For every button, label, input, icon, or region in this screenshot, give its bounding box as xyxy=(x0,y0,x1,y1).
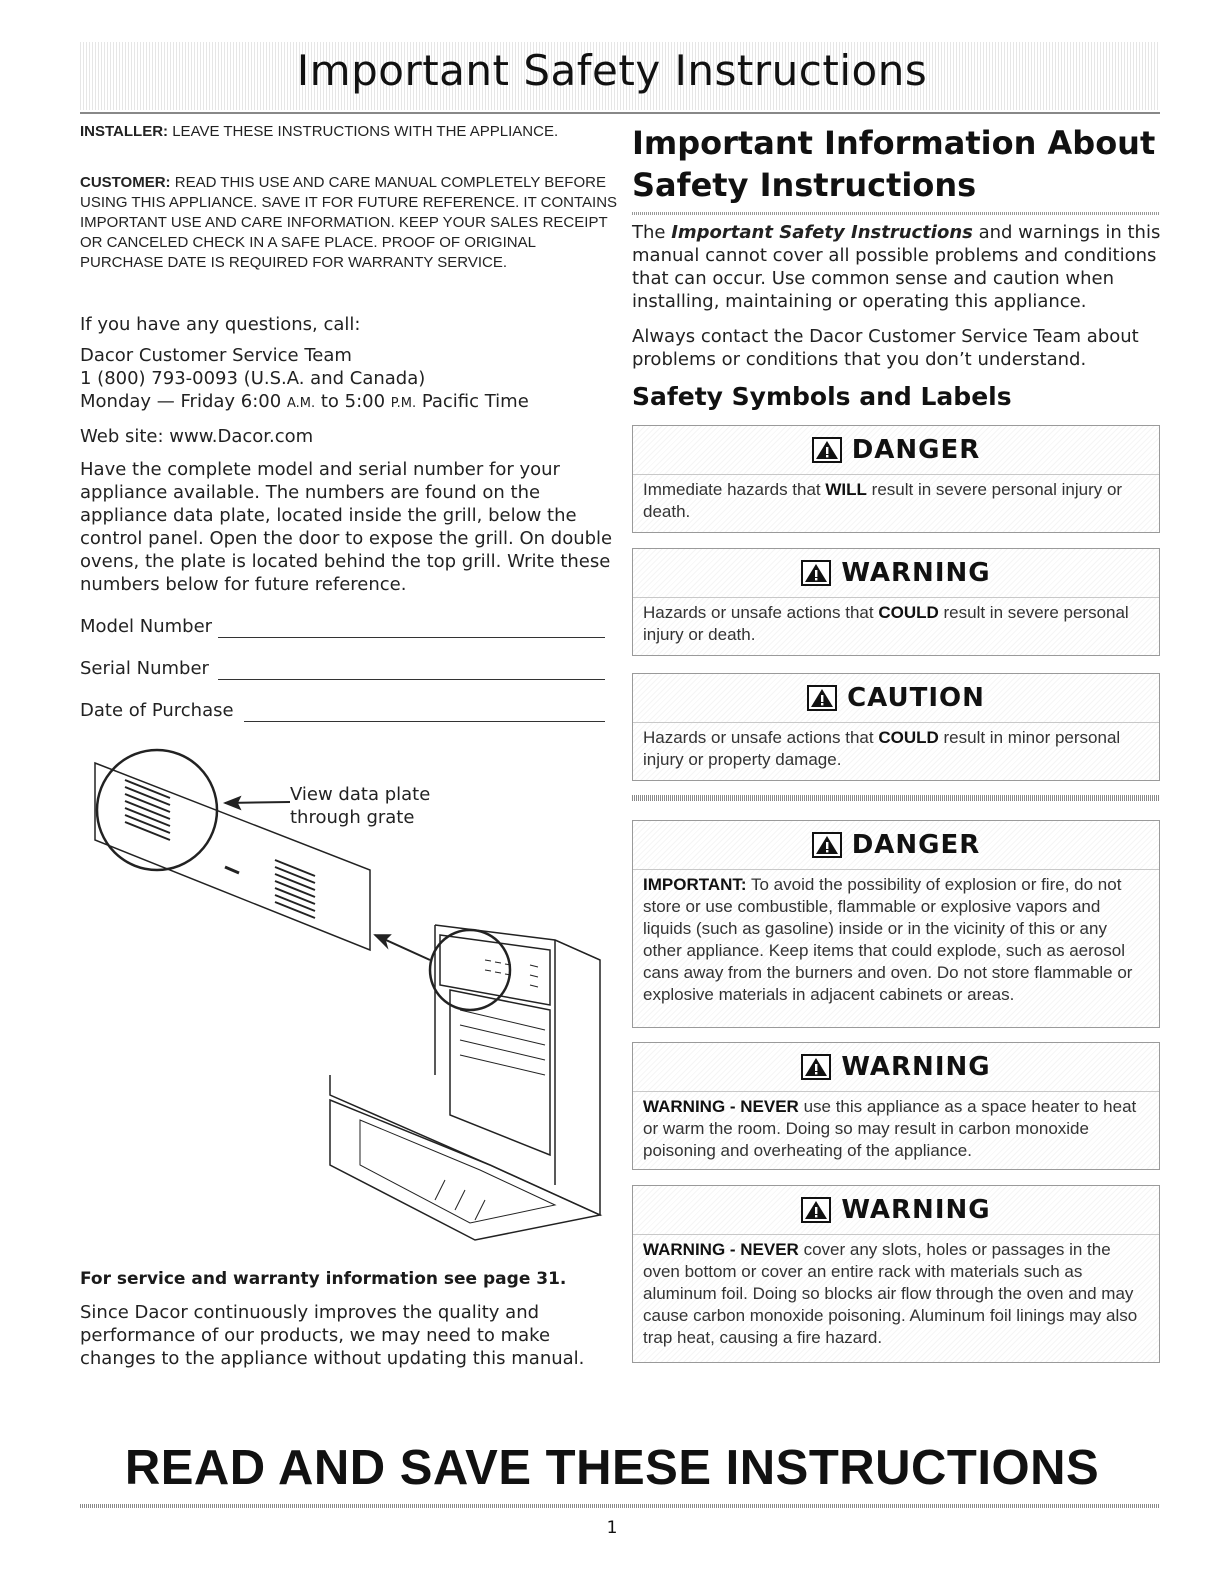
alert-header xyxy=(633,426,1159,474)
warning-triangle-icon xyxy=(801,1197,831,1223)
installer-label: INSTALLER: xyxy=(80,123,169,140)
model-number-label: Model Number xyxy=(80,616,213,637)
date-of-purchase-line xyxy=(244,721,605,722)
magnifier-circle-panel xyxy=(430,930,510,1010)
page-number: 1 xyxy=(606,1518,618,1538)
alert-tail: To avoid the possibility of explosion or fire, do not store or use combustible, flammable or explosive vapors and liquids (such as gasoline) inside or in the vicinity of this or any other appliance. Keep items that could explode, such as aerosol cans away from the burners and oven. Do not store flammable or explosive materials in adjacent cabinets or areas. xyxy=(643,875,1133,1004)
alert-bold: IMPORTANT: xyxy=(643,875,747,894)
symbols-heading: Safety Symbols and Labels xyxy=(632,382,1012,411)
warning-definition-box xyxy=(632,548,1160,656)
questions-text xyxy=(80,313,620,336)
alert-body xyxy=(633,474,1159,529)
warning-triangle-icon xyxy=(812,832,842,858)
alert-tail: result in minor personal injury or property damage. xyxy=(643,728,1121,769)
alert-tail: use this appliance as a space heater to heat or warm the room. Doing so may result in carbon monoxide poisoning and overheating of the appliance. xyxy=(643,1097,1137,1160)
model-info xyxy=(80,458,615,596)
caution-definition-box xyxy=(632,673,1160,781)
alert-signal-word: DANGER xyxy=(851,435,981,465)
alert-body xyxy=(633,1234,1159,1355)
hours-mid: to 5:00 xyxy=(320,391,386,412)
danger-explosion-box xyxy=(632,820,1160,1028)
alert-header xyxy=(633,821,1159,869)
date-of-purchase-field[interactable] xyxy=(80,700,605,726)
alert-bold: WARNING - NEVER xyxy=(643,1097,799,1116)
magnifier-circle-grate xyxy=(97,750,217,870)
questions-line: If you have any questions, call: xyxy=(80,314,361,335)
serial-number-line xyxy=(218,679,605,680)
figure-caption-line1: View data plate xyxy=(290,784,431,805)
page-title: Important Safety Instructions xyxy=(296,46,928,95)
alert-body xyxy=(633,869,1159,1012)
warning-triangle-icon xyxy=(812,437,842,463)
model-number-line xyxy=(218,637,605,638)
info-p1-prefix: The xyxy=(632,222,666,243)
title-rule xyxy=(80,112,1160,114)
oven-illustration xyxy=(85,745,615,1260)
installer-note xyxy=(80,122,615,142)
service-text: Since Dacor continuously improves the quality and performance of our products, we may need to make changes to the appliance without updating this manual. xyxy=(80,1302,585,1369)
contact-phone: 1 (800) 793-0093 (U.S.A. and Canada) xyxy=(80,368,426,389)
contact-hours xyxy=(80,390,620,415)
alert-lead: Hazards or unsafe actions that xyxy=(643,728,874,747)
customer-note xyxy=(80,173,620,273)
vent-slots-right xyxy=(275,860,315,918)
oven-body xyxy=(330,925,600,1215)
warning-triangle-icon xyxy=(807,685,837,711)
hours-suffix: Pacific Time xyxy=(421,391,529,412)
alert-tail: result in severe personal injury or death. xyxy=(643,480,1123,521)
alert-header xyxy=(633,674,1159,722)
alert-body xyxy=(633,722,1159,777)
service-info xyxy=(80,1268,620,1370)
figure-caption xyxy=(290,783,430,829)
alert-signal-word: CAUTION xyxy=(847,683,985,713)
alert-header xyxy=(633,549,1159,597)
warning-space-heater-box xyxy=(632,1042,1160,1170)
alert-lead: Immediate hazards that xyxy=(643,480,821,499)
footer-title: READ AND SAVE THESE INSTRUCTIONS xyxy=(124,1441,1100,1495)
alert-signal-word: DANGER xyxy=(851,830,981,860)
alert-header xyxy=(633,1043,1159,1091)
alert-body xyxy=(633,1091,1159,1168)
info-p1-emphasis: Important Safety Instructions xyxy=(671,222,973,243)
alert-tail: cover any slots, holes or passages in the oven bottom or cover an entire rack with materials such as aluminum foil. Doing so blocks air flow through the oven and may cause carbon monoxide poisoning. Aluminum foil linings may also trap heat, causing a fire hazard. xyxy=(643,1240,1138,1347)
hours-am: A.M. xyxy=(286,396,316,411)
model-info-text: Have the complete model and serial number for your appliance available. The numbers are found on the appliance data plate, located inside the grill, below the control panel. Open the door to expose the grill. On double ovens, the plate is located behind the top grill. Write these numbers below for future reference. xyxy=(80,459,613,595)
alert-signal-word: WARNING xyxy=(841,1052,991,1082)
website-text: Web site: www.Dacor.com xyxy=(80,426,314,447)
customer-label: CUSTOMER: xyxy=(80,174,171,191)
contact-team: Dacor Customer Service Team xyxy=(80,345,352,366)
info-rule xyxy=(632,212,1160,215)
hours-prefix: Monday — Friday 6:00 xyxy=(80,391,282,412)
figure-caption-line2: through grate xyxy=(290,807,415,828)
hours-pm: P.M. xyxy=(390,396,417,411)
date-of-purchase-label: Date of Purchase xyxy=(80,700,234,721)
alert-bold: WILL xyxy=(825,480,867,499)
warning-triangle-icon xyxy=(801,1054,831,1080)
alert-signal-word: WARNING xyxy=(841,558,991,588)
serial-number-field[interactable] xyxy=(80,658,605,684)
contact-info xyxy=(80,344,620,415)
danger-definition-box xyxy=(632,425,1160,533)
alert-bold: WARNING - NEVER xyxy=(643,1240,799,1259)
info-heading: Important Information About Safety Instructions xyxy=(632,124,1156,204)
warning-triangle-icon xyxy=(801,560,831,586)
alert-body xyxy=(633,597,1159,652)
footer-rule xyxy=(80,1504,1160,1508)
info-p1-suffix: and warnings in this manual cannot cover all possible problems and conditions that can occur. Use common sense and caution when installing, maintaining or operating this appliance. xyxy=(632,222,1161,312)
model-number-field[interactable] xyxy=(80,616,605,642)
warning-foil-box xyxy=(632,1185,1160,1363)
alert-bold: COULD xyxy=(878,603,939,622)
alert-signal-word: WARNING xyxy=(841,1195,991,1225)
info-paragraph-1 xyxy=(632,221,1162,313)
alert-header xyxy=(633,1186,1159,1234)
installer-text: LEAVE THESE INSTRUCTIONS WITH THE APPLIANCE. xyxy=(172,123,559,140)
service-heading: For service and warranty information see page 31. xyxy=(80,1269,567,1289)
alert-bold: COULD xyxy=(878,728,939,747)
customer-text: READ THIS USE AND CARE MANUAL COMPLETELY BEFORE USING THIS APPLIANCE. SAVE IT FOR FUTURE REFERENCE. IT CONTAINS IMPORTANT USE AND CARE INFORMATION. KEEP YOUR SALES RECEIPT OR CANCELED CHECK IN A SAFE PLACE. PROOF OF ORIGINAL PURCHASE DATE IS REQUIRED FOR WARRANTY SERVICE. xyxy=(80,174,618,271)
alert-divider xyxy=(632,795,1160,801)
alert-lead: Hazards or unsafe actions that xyxy=(643,603,874,622)
alert-tail: result in severe personal injury or death. xyxy=(643,603,1129,644)
info-paragraph-2 xyxy=(632,325,1162,371)
control-panel xyxy=(440,935,550,1005)
serial-number-label: Serial Number xyxy=(80,658,209,679)
website-line xyxy=(80,425,620,448)
info-p2-text: Always contact the Dacor Customer Service Team about problems or conditions that you don’t understand. xyxy=(632,326,1139,370)
